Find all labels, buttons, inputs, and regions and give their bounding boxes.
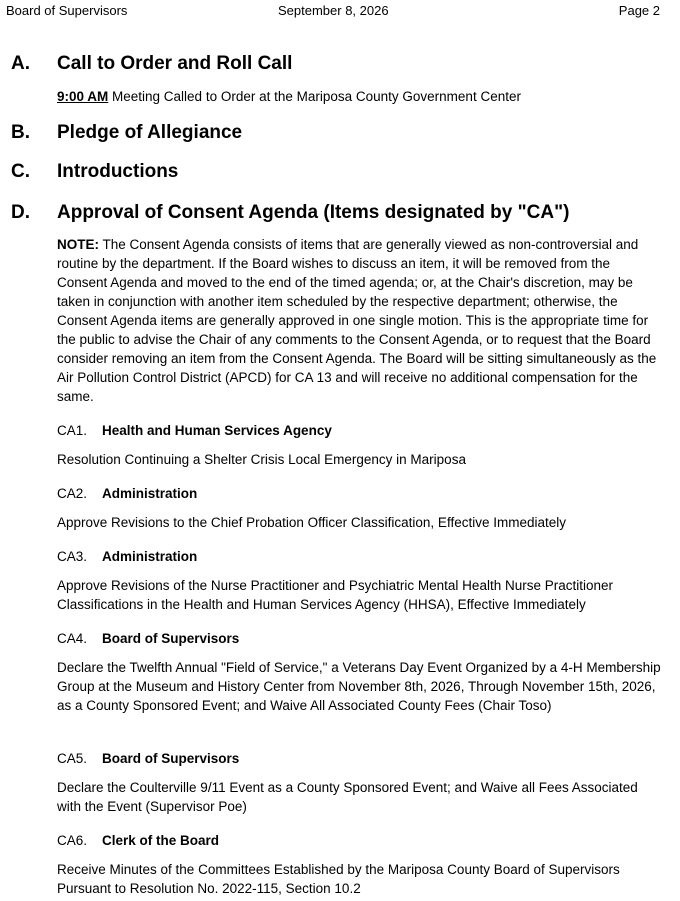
agenda-item-heading-ca6 (57, 831, 657, 850)
section-b-title: Pledge of Allegiance (57, 122, 243, 143)
section-b-letter: B. (11, 122, 30, 143)
agenda-item-department: Board of Supervisors (102, 751, 240, 766)
agenda-item-description-ca4: Declare the Twelfth Annual "Field of Service," a Veterans Day Event Organized by a 4-H Membership Group at the Museum and History Center from November 8th, 2026, Through November 15th, 2026, as a County Sponsored Event; and Waive All Associated County Fees (Chair Toso) (57, 660, 661, 713)
section-a-title: Call to Order and Roll Call (57, 53, 293, 74)
agenda-item-code: CA1. (57, 423, 88, 438)
agenda-item-heading-ca1 (57, 421, 657, 440)
agenda-item-heading-ca2 (57, 484, 657, 503)
agenda-item-code: CA2. (57, 486, 88, 501)
section-d-title: Approval of Consent Agenda (Items designated by "CA") (57, 202, 570, 223)
agenda-item-heading-ca3 (57, 547, 657, 566)
agenda-item-heading-ca5 (57, 749, 657, 768)
note-label: NOTE: (57, 237, 99, 252)
consent-agenda-note (57, 235, 663, 406)
call-to-order-text: Meeting Called to Order at the Mariposa County Government Center (108, 89, 521, 104)
agenda-item-description-ca3: Approve Revisions of the Nurse Practitioner and Psychiatric Mental Health Nurse Practitioner Classifications in the Health and Human Services Agency (HHSA), Effective Immediately (57, 578, 613, 612)
header-page-number: Page 2 (618, 3, 660, 18)
section-c-title: Introductions (57, 161, 179, 182)
agenda-item-department: Administration (102, 549, 198, 564)
note-text: The Consent Agenda consists of items that are generally viewed as non-controversial and routine by the department. If the Board wishes to discuss an item, it will be removed from the Consent Agenda and moved to the end of the timed agenda; or, at the Chair's discretion, may be taken in conjunction with another item scheduled by the respective department; otherwise, the Consent Agenda items are generally approved in one single motion. This is the appropriate time for the public to advise the Chair of any comments to the Consent Agenda, or to request that the Board consider removing an item from the Consent Agenda. The Board will be sitting simultaneously as the Air Pollution Control District (APCD) for CA 13 and will receive no additional compensation for the same. (57, 237, 657, 404)
agenda-item-description-ca5: Declare the Coulterville 9/11 Event as a County Sponsored Event; and Waive all Fees Associated with the Event (Supervisor Poe) (57, 780, 638, 814)
section-d-letter: D. (11, 202, 30, 223)
agenda-item-department: Clerk of the Board (102, 833, 220, 848)
agenda-item-heading-ca4 (57, 629, 657, 648)
header-board-name: Board of Supervisors (6, 3, 128, 18)
agenda-item-description-ca1: Resolution Continuing a Shelter Crisis Local Emergency in Mariposa (57, 452, 466, 467)
agenda-item-description-ca6: Receive Minutes of the Committees Established by the Mariposa County Board of Supervisors Pursuant to Resolution No. 2022-115, Section 10.2 (57, 862, 620, 896)
agenda-item-department: Board of Supervisors (102, 631, 240, 646)
section-a-text (57, 87, 663, 106)
call-to-order-time: 9:00 AM (57, 89, 109, 104)
agenda-item-code: CA6. (57, 833, 88, 848)
section-a-letter: A. (11, 53, 30, 74)
running-header (6, 2, 660, 20)
agenda-item-department: Health and Human Services Agency (102, 423, 332, 438)
header-date: September 8, 2026 (278, 3, 389, 18)
agenda-item-code: CA5. (57, 751, 88, 766)
agenda-item-code: CA4. (57, 631, 88, 646)
agenda-item-department: Administration (102, 486, 198, 501)
agenda-item-description-ca2: Approve Revisions to the Chief Probation Officer Classification, Effective Immediately (57, 515, 566, 530)
agenda-item-code: CA3. (57, 549, 88, 564)
section-c-letter: C. (11, 161, 30, 182)
